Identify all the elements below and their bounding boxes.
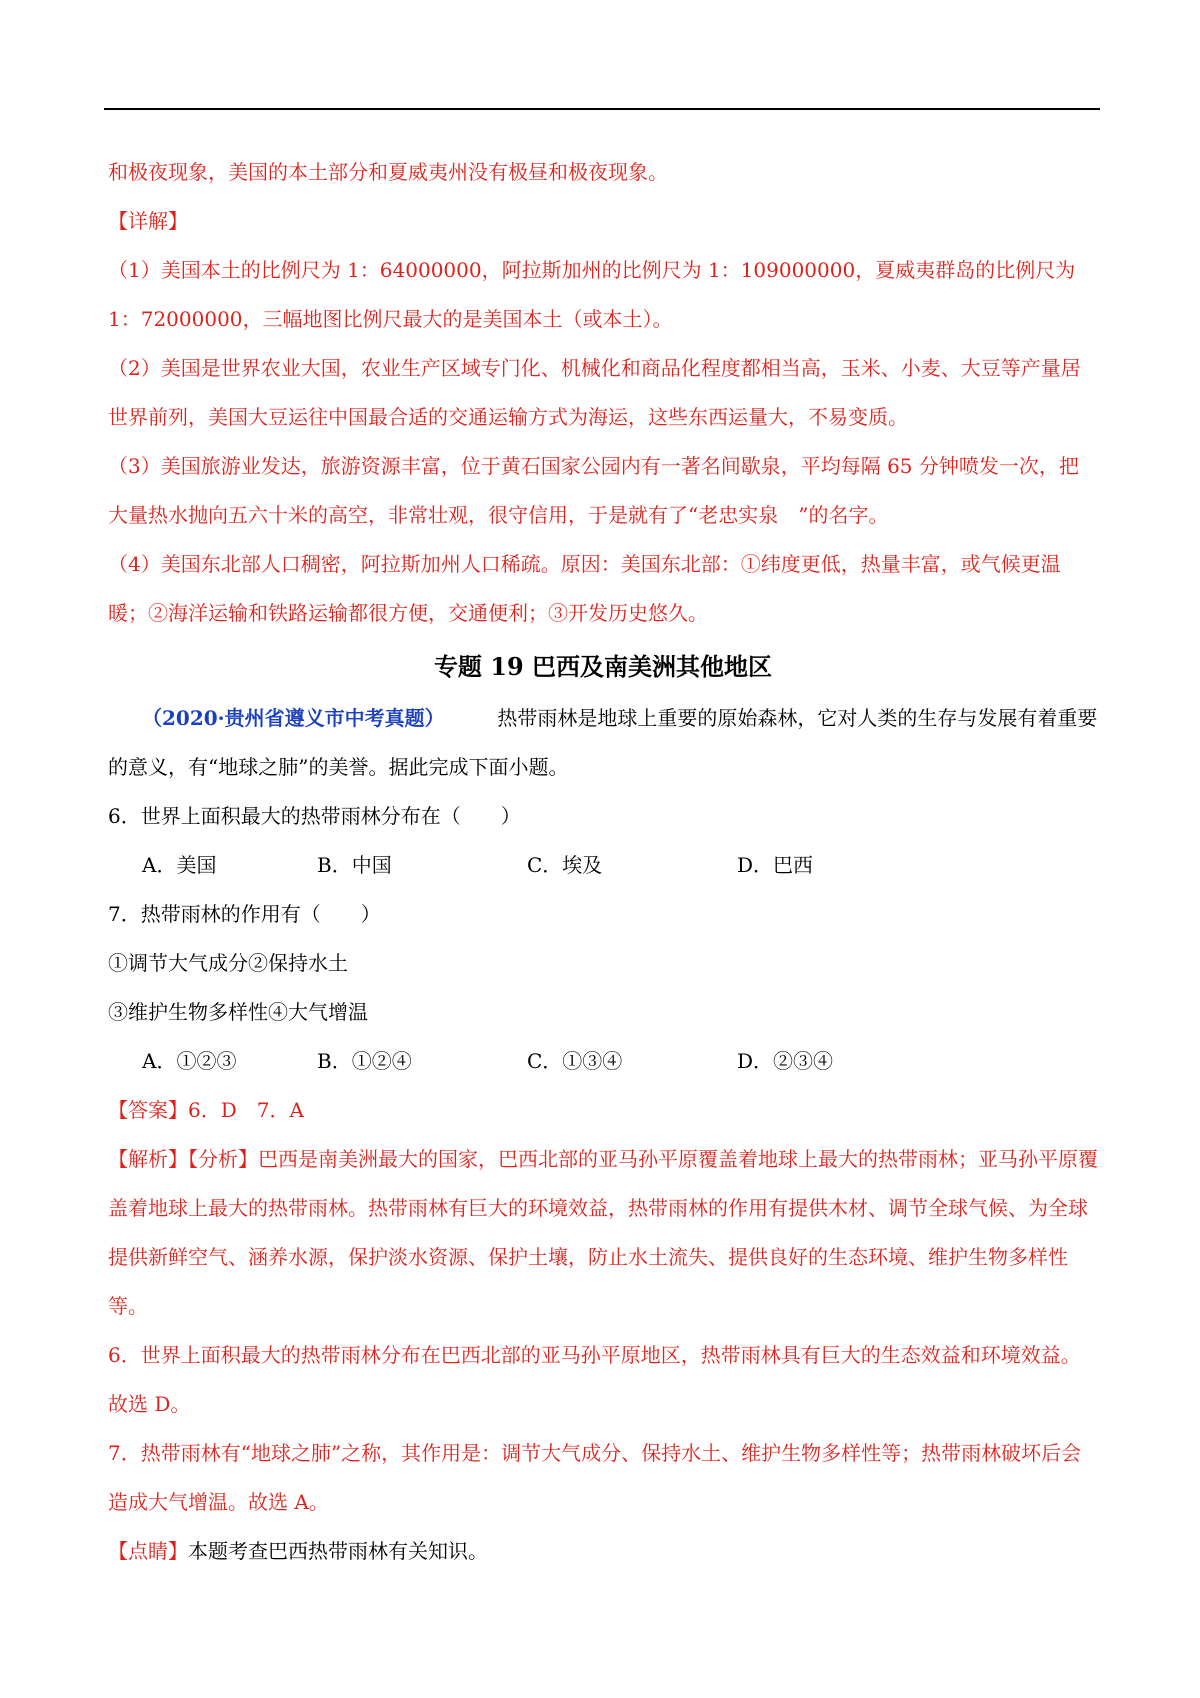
q6-option-b: B．中国: [317, 853, 392, 877]
q6-option-c: C．埃及: [527, 853, 603, 877]
q7-option-d: D．②③④: [737, 1049, 834, 1073]
comment-label: 【点睛】: [108, 1539, 188, 1563]
question-7-line-2: ③维护生物多样性④大气增温: [108, 1000, 368, 1024]
q6-option-d: D．巴西: [737, 853, 814, 877]
detail-paragraph-3: （3）美国旅游业发达，旅游资源丰富，位于黄石国家公园内有一著名间歇泉，平均每隔 65 分钟喷发一次，把大量热水抛向五六十米的高空，非常壮观，很守信用，于是就有了“老忠实泉 ”的名字。: [108, 454, 1079, 527]
detail-paragraph-4: （4）美国东北部人口稠密，阿拉斯加州人口稀疏。原因：美国东北部：①纬度更低，热量丰富，或气候更温暖；②海洋运输和铁路运输都很方便，交通便利；③开发历史悠久。: [108, 552, 1061, 625]
document-body: [108, 148, 1098, 1576]
question-6-stem: 6．世界上面积最大的热带雨林分布在（ ）: [108, 804, 521, 828]
analysis-label: 【解析】【分析】: [108, 1147, 258, 1171]
q7-option-c: C．①③④: [527, 1049, 623, 1073]
q6-option-a: A．美国: [142, 853, 217, 877]
answer-6-explanation: 6．世界上面积最大的热带雨林分布在巴西北部的亚马孙平原地区，热带雨林具有巨大的生态效益和环境效益。故选 D。: [108, 1343, 1081, 1416]
answer-label: 【答案】: [108, 1098, 188, 1122]
answer-text: 6．D 7．A: [188, 1098, 304, 1122]
answer-line: [108, 1086, 1098, 1135]
detail-label: 【详解】: [108, 209, 188, 233]
question-6-options: [108, 841, 1098, 890]
section-title: 专题 19 巴西及南美洲其他地区: [433, 652, 773, 681]
comment-line: [108, 1527, 1098, 1576]
header-rule: [104, 108, 1100, 110]
question-source: （2020·贵州省遵义市中考真题）: [142, 706, 445, 730]
q7-option-b: B．①②④: [317, 1049, 412, 1073]
analysis-text: 巴西是南美洲最大的国家，巴西北部的亚马孙平原覆盖着地球上最大的热带雨林；亚马孙平原覆盖着地球上最大的热带雨林。热带雨林有巨大的环境效益，热带雨林的作用有提供木材、调节全球气候、为全球提供新鲜空气、涵养水源，保护淡水资源、保护土壤，防止水土流失、提供良好的生态环境、维护生物多样性等。: [108, 1147, 1098, 1318]
question-7-stem: 7．热带雨林的作用有（ ）: [108, 902, 381, 926]
detail-paragraph-1: （1）美国本土的比例尺为 1：64000000，阿拉斯加州的比例尺为 1：109000000，夏威夷群岛的比例尺为 1：72000000，三幅地图比例尺最大的是美国本土（或本土）。: [108, 258, 1076, 331]
detail-paragraph-2: （2）美国是世界农业大国，农业生产区域专门化、机械化和商品化程度都相当高，玉米、小麦、大豆等产量居世界前列，美国大豆运往中国最合适的交通运输方式为海运，这些东西运量大，不易变质。: [108, 356, 1081, 429]
previous-answer-tail: 和极夜现象，美国的本土部分和夏威夷州没有极昼和极夜现象。: [108, 160, 668, 184]
comment-text: 本题考查巴西热带雨林有关知识。: [188, 1539, 488, 1563]
question-intro: [108, 694, 1098, 792]
question-7-options: [108, 1037, 1098, 1086]
q7-option-a: A．①②③: [142, 1049, 237, 1073]
question-intro-text: 热带雨林是地球上重要的原始森林，它对人类的生存与发展有着重要的意义，有“地球之肺”的美誉。据此完成下面小题。: [108, 706, 1098, 779]
answer-7-explanation: 7．热带雨林有“地球之肺”之称，其作用是：调节大气成分、保持水土、维护生物多样性等；热带雨林破坏后会造成大气增温。故选 A。: [108, 1441, 1082, 1514]
analysis-paragraph: [108, 1135, 1098, 1331]
question-7-line-1: ①调节大气成分②保持水土: [108, 951, 348, 975]
